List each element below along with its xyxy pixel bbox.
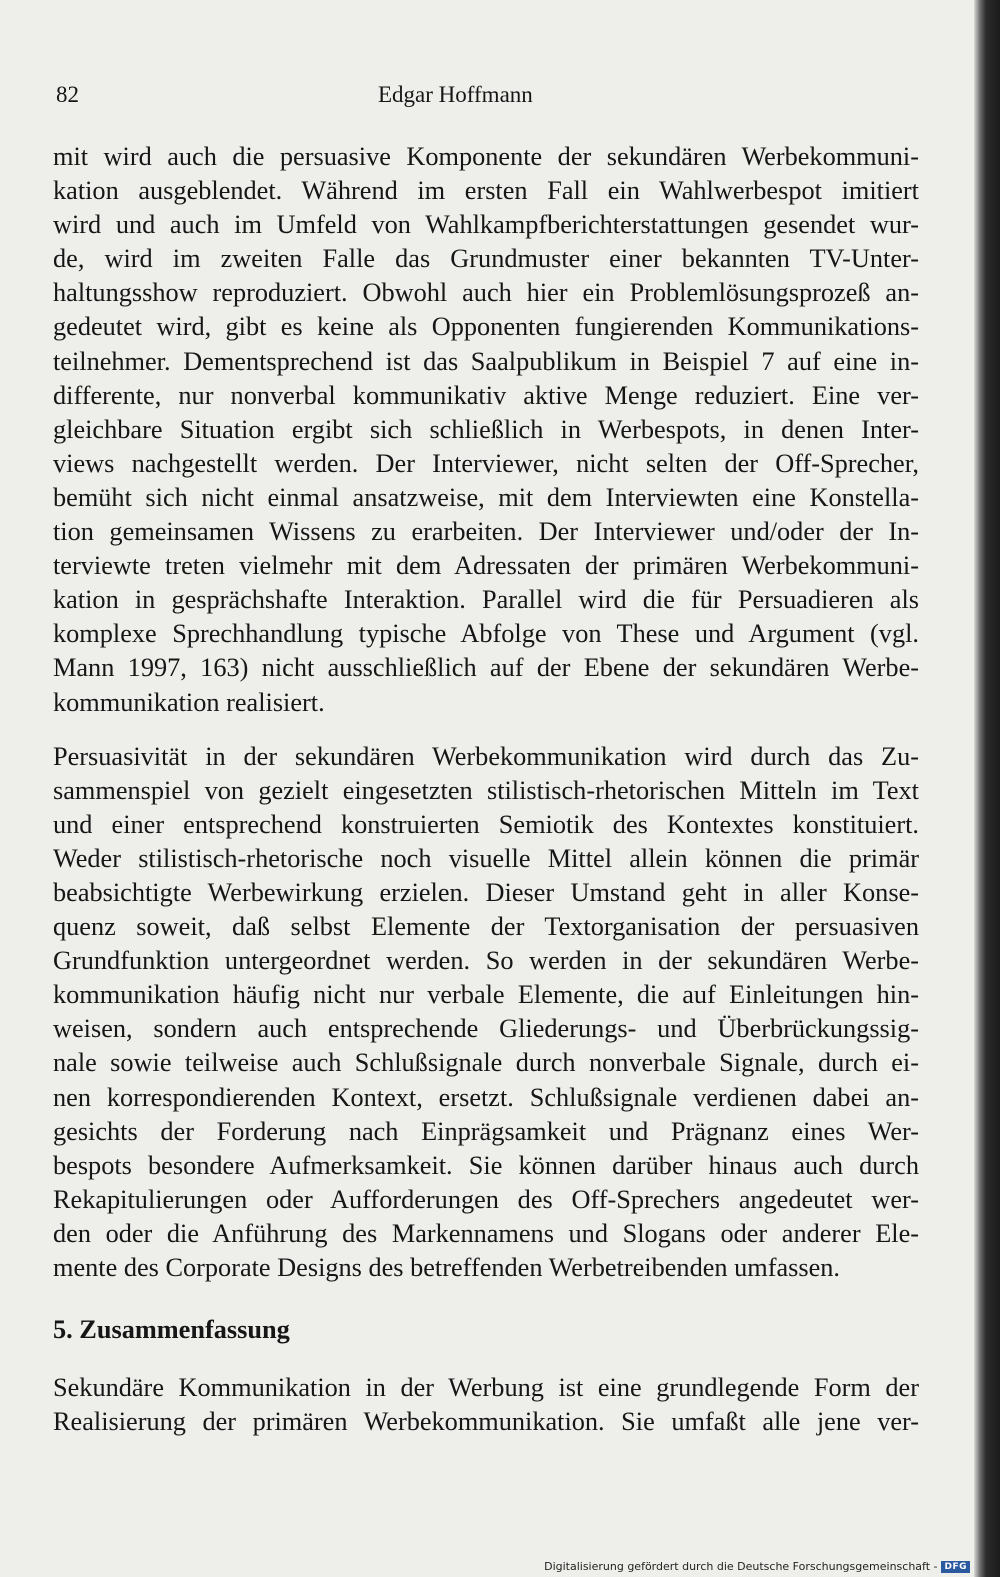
text-line: beabsichtigte Werbewirkung erzielen. Dieser Umstand geht in aller Konse-: [53, 877, 919, 907]
text-line: teilnehmer. Dementsprechend ist das Saalpublikum in Beispiel 7 auf eine in-: [53, 346, 919, 376]
text-line: tion gemeinsamen Wissens zu erarbeiten. Der Interviewer und/oder der In-: [53, 517, 919, 547]
text-line: kommunikation realisiert.: [53, 687, 325, 717]
footer-text: Digitalisierung gefördert durch die Deutsche Forschungsgemeinschaft -: [544, 1560, 938, 1573]
text-line: den oder die Anführung des Markennamens und Slogans oder anderer Ele-: [53, 1218, 919, 1248]
text-line: Realisierung der primären Werbekommunikation. Sie umfaßt alle jene ver-: [53, 1407, 919, 1437]
text-line: Persuasivität in der sekundären Werbekommunikation wird durch das Zu-: [53, 741, 919, 771]
page-number: 82: [56, 82, 79, 107]
text-line: kation in gesprächshafte Interaktion. Parallel wird die für Persuadieren als: [53, 585, 919, 615]
running-head: [56, 80, 916, 114]
text-line: views nachgestellt werden. Der Interviewer, nicht selten der Off-Sprecher,: [53, 448, 919, 478]
text-line: quenz soweit, daß selbst Elemente der Textorganisation der persuasiven: [53, 912, 919, 942]
text-line: de, wird im zweiten Falle das Grundmuster einer bekannten TV-Unter-: [53, 244, 919, 274]
text-line: Weder stilistisch-rhetorische noch visuelle Mittel allein können die primär: [53, 843, 919, 873]
paragraph-1: [53, 140, 919, 720]
text-line: Sekundäre Kommunikation in der Werbung ist eine grundlegende Form der: [53, 1373, 919, 1403]
text-line: haltungsshow reproduziert. Obwohl auch hier ein Problemlösungsprozeß an-: [53, 278, 919, 308]
paragraph-2: [53, 740, 919, 1286]
text-line: bemüht sich nicht einmal ansatzweise, mit dem Interviewten eine Konstella-: [53, 482, 919, 512]
text-line: Grundfunktion untergeordnet werden. So werden in der sekundären Werbe-: [53, 946, 919, 976]
text-line: bespots besondere Aufmerksamkeit. Sie können darüber hinaus auch durch: [53, 1150, 919, 1180]
footer-note: [544, 1560, 970, 1573]
text-line: gesichts der Forderung nach Einprägsamkeit und Prägnanz eines Wer-: [53, 1116, 919, 1146]
text-line: nen korrespondierenden Kontext, ersetzt. Schlußsignale verdienen dabei an-: [53, 1082, 919, 1112]
text-line: mente des Corporate Designs des betreffenden Werbetreibenden umfassen.: [53, 1253, 841, 1282]
text-line: wird und auch im Umfeld von Wahlkampfberichterstattungen gesendet wur-: [53, 210, 919, 240]
text-line: Rekapitulierungen oder Aufforderungen des Off-Sprechers angedeutet wer-: [53, 1184, 919, 1214]
text-line: Mann 1997, 163) nicht ausschließlich auf der Ebene der sekundären Werbe-: [53, 653, 919, 683]
text-line: weisen, sondern auch entsprechende Gliederungs- und Überbrückungssig-: [53, 1014, 919, 1044]
running-title: Edgar Hoffmann: [378, 82, 533, 107]
text-line: nale sowie teilweise auch Schlußsignale durch nonverbale Signale, durch ei-: [53, 1048, 919, 1078]
text-line: und einer entsprechend konstruierten Semiotik des Kontextes konstituiert.: [53, 809, 919, 839]
text-line: terviewte treten vielmehr mit dem Adressaten der primären Werbekommuni-: [53, 551, 919, 581]
text-line: mit wird auch die persuasive Komponente der sekundären Werbekommuni-: [53, 142, 919, 171]
book-spine-shadow: [974, 0, 1000, 1577]
paragraph-3: [53, 1371, 919, 1439]
section-heading: 5. Zusammenfassung: [53, 1315, 290, 1345]
body-text: [53, 140, 919, 1439]
text-line: differente, nur nonverbal kommunikativ aktive Menge reduziert. Eine ver-: [53, 380, 919, 410]
text-line: gleichbare Situation ergibt sich schließlich in Werbespots, in denen Inter-: [53, 414, 919, 444]
text-line: gedeutet wird, gibt es keine als Opponenten fungierenden Kommunikations-: [53, 312, 919, 342]
text-line: kation ausgeblendet. Während im ersten Fall ein Wahlwerbespot imitiert: [53, 176, 919, 206]
text-line: sammenspiel von gezielt eingesetzten stilistisch-rhetorischen Mitteln im Text: [53, 775, 919, 805]
text-line: komplexe Sprechhandlung typische Abfolge von These und Argument (vgl.: [53, 619, 919, 649]
text-line: kommunikation häufig nicht nur verbale Elemente, die auf Einleitungen hin-: [53, 980, 919, 1010]
dfg-logo: DFG: [941, 1561, 970, 1573]
